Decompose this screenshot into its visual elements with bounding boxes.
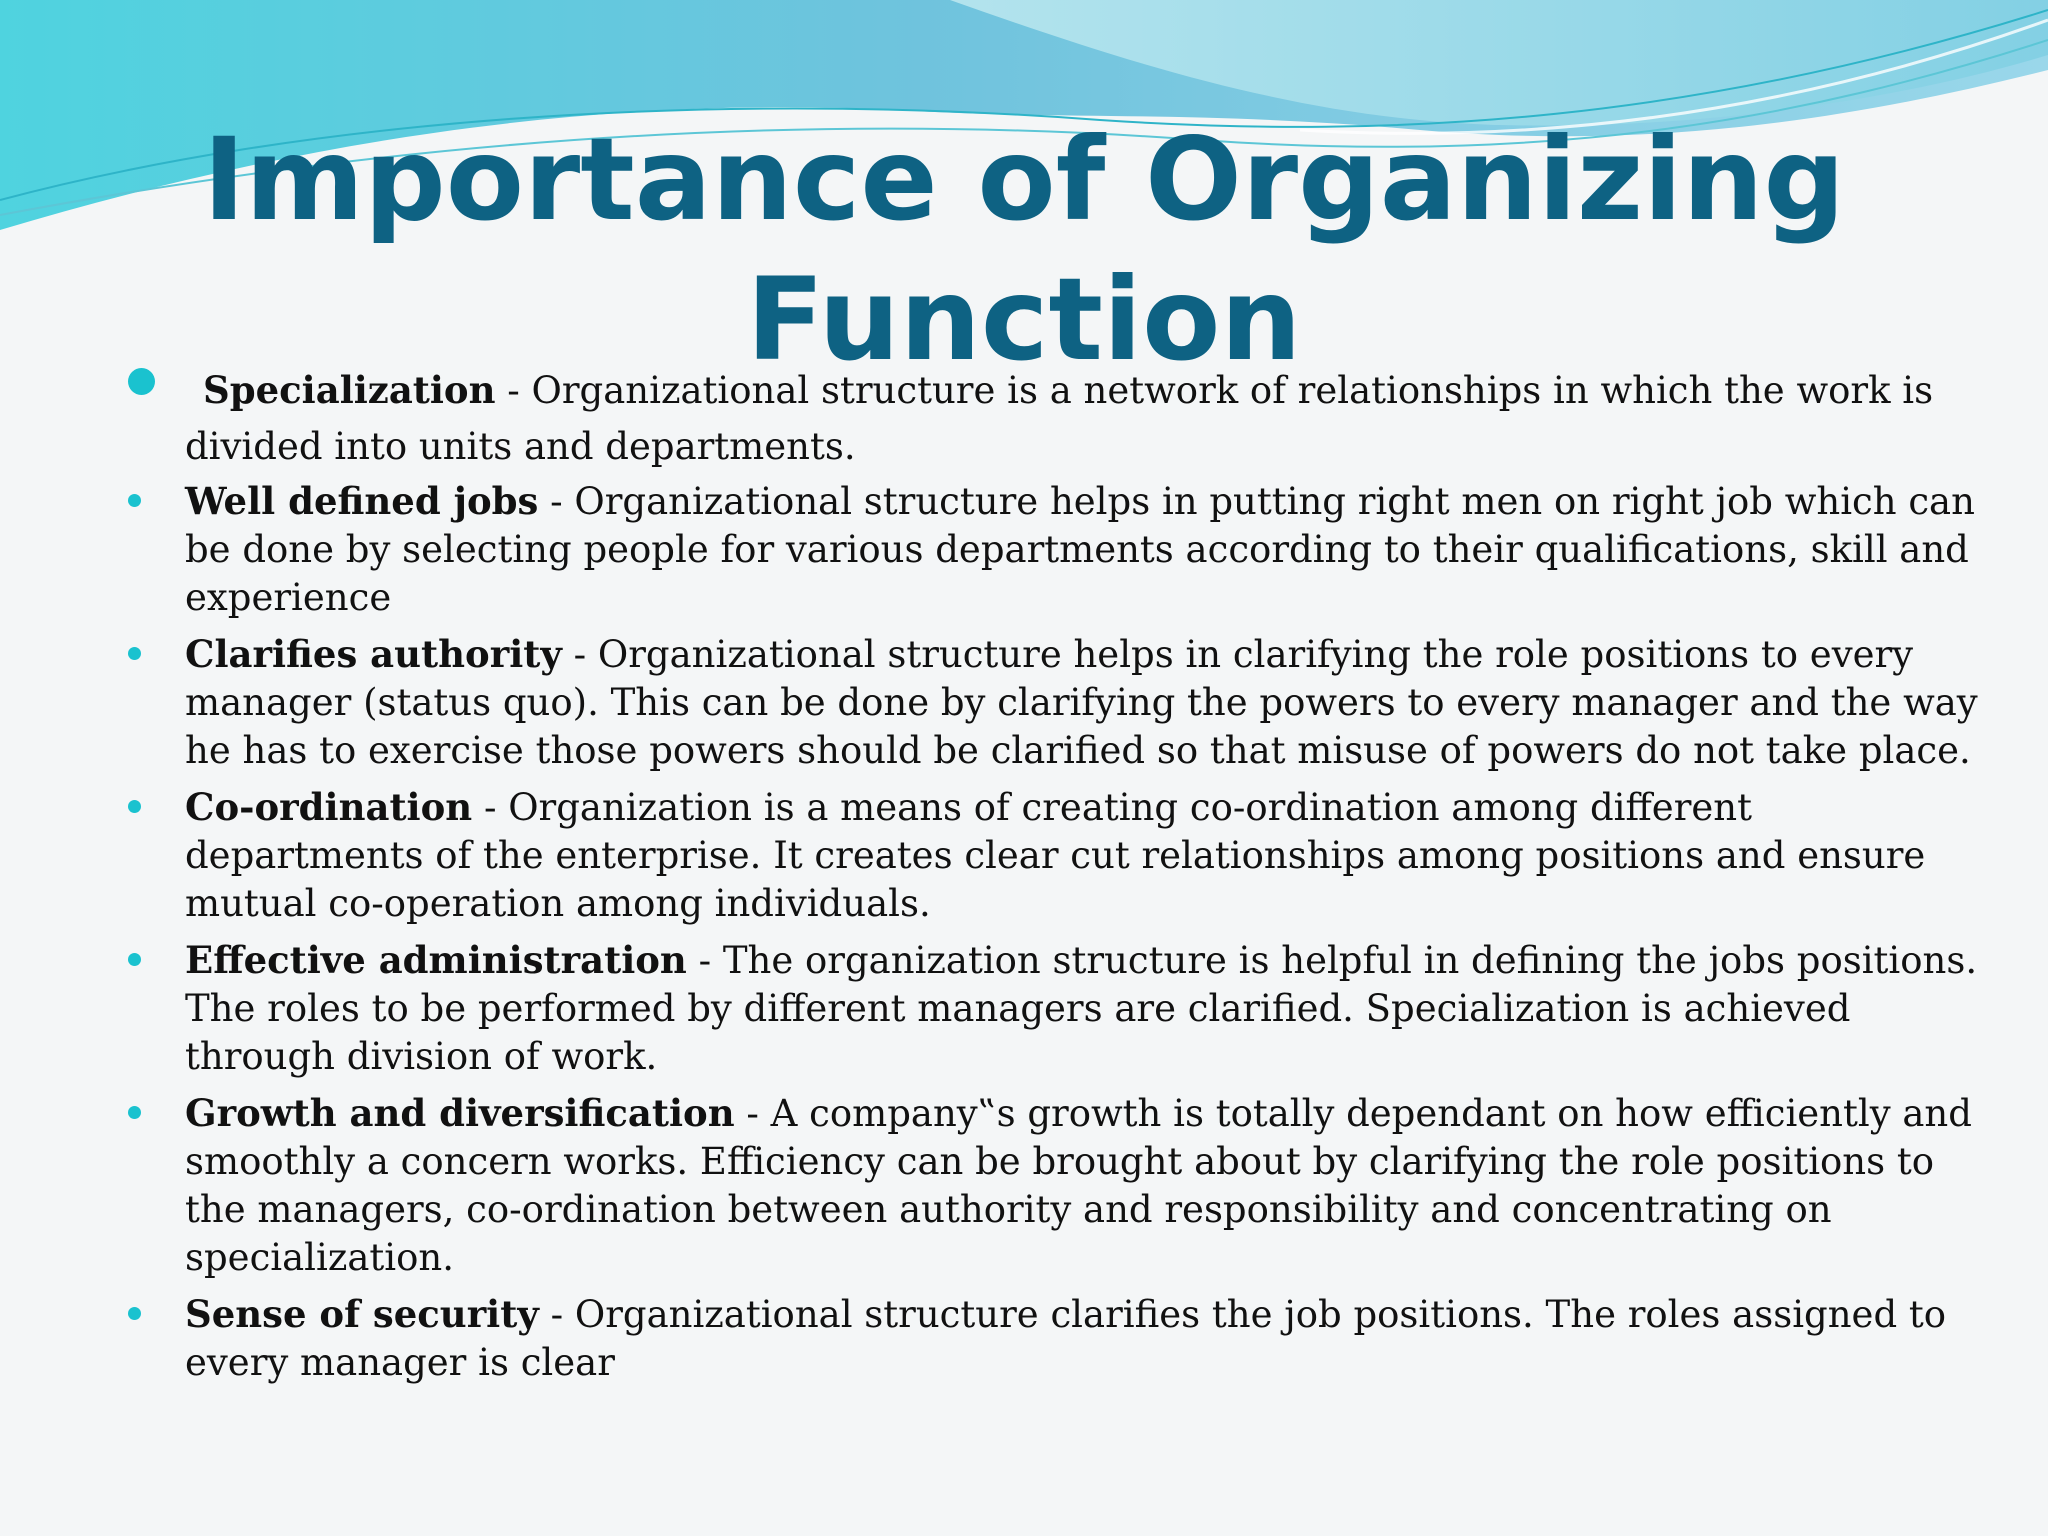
bullet-text: - Organizational structure clarifies the job positions. The roles assigned to every manager is clear: [185, 1293, 1947, 1384]
bullet-term: Sense of security: [185, 1292, 539, 1336]
bullet-icon: [128, 368, 155, 395]
list-item: [185, 783, 1985, 928]
bullet-term: Specialization: [203, 368, 496, 412]
bullet-icon: [128, 494, 141, 507]
bullet-text: - A company‟s growth is totally dependant on how efficiently and smoothly a concern works. Efficiency can be brought about by clarifying the role positions to the managers, co-ordination between authority and responsibility and concentrating on specialization.: [185, 1092, 1972, 1279]
bullet-term: Clarifies authority: [185, 632, 562, 676]
list-item: [185, 1089, 1985, 1282]
bullet-list: [185, 362, 1985, 1395]
bullet-term: Effective administration: [185, 938, 687, 982]
bullet-term: Co-ordination: [185, 785, 473, 829]
bullet-icon: [128, 647, 141, 660]
list-item: [185, 936, 1985, 1081]
bullet-text: - Organizational structure helps in putting right men on right job which can be done by selecting people for various departments according to their qualifications, skill and experience: [185, 480, 1975, 619]
bullet-text: - Organizational structure is a network of relationships in which the work is divided into units and departments.: [185, 369, 1934, 468]
bullet-text: - Organizational structure helps in clarifying the role positions to every manager (status quo). This can be done by clarifying the powers to every manager and the way he has to exercise those powers should be clarified so that misuse of powers do not take place.: [185, 633, 1978, 772]
list-item: [185, 477, 1985, 622]
bullet-icon: [128, 953, 141, 966]
list-item: [185, 630, 1985, 775]
list-item: [185, 1290, 1985, 1387]
bullet-text: - The organization structure is helpful in defining the jobs positions. The roles to be performed by different managers are clarified. Specialization is achieved through division of work.: [185, 939, 1978, 1078]
bullet-term: Growth and diversification: [185, 1091, 735, 1135]
bullet-icon: [128, 800, 141, 813]
bullet-text: - Organization is a means of creating co-ordination among different departments of the enterprise. It creates clear cut relationships among positions and ensure mutual co-operation among individuals.: [185, 786, 1926, 925]
bullet-icon: [128, 1307, 141, 1320]
list-item: [185, 362, 1985, 475]
slide-title: Importance of Organizing Function: [202, 113, 1846, 386]
bullet-icon: [128, 1106, 141, 1119]
bullet-term: Well defined jobs: [185, 479, 539, 523]
